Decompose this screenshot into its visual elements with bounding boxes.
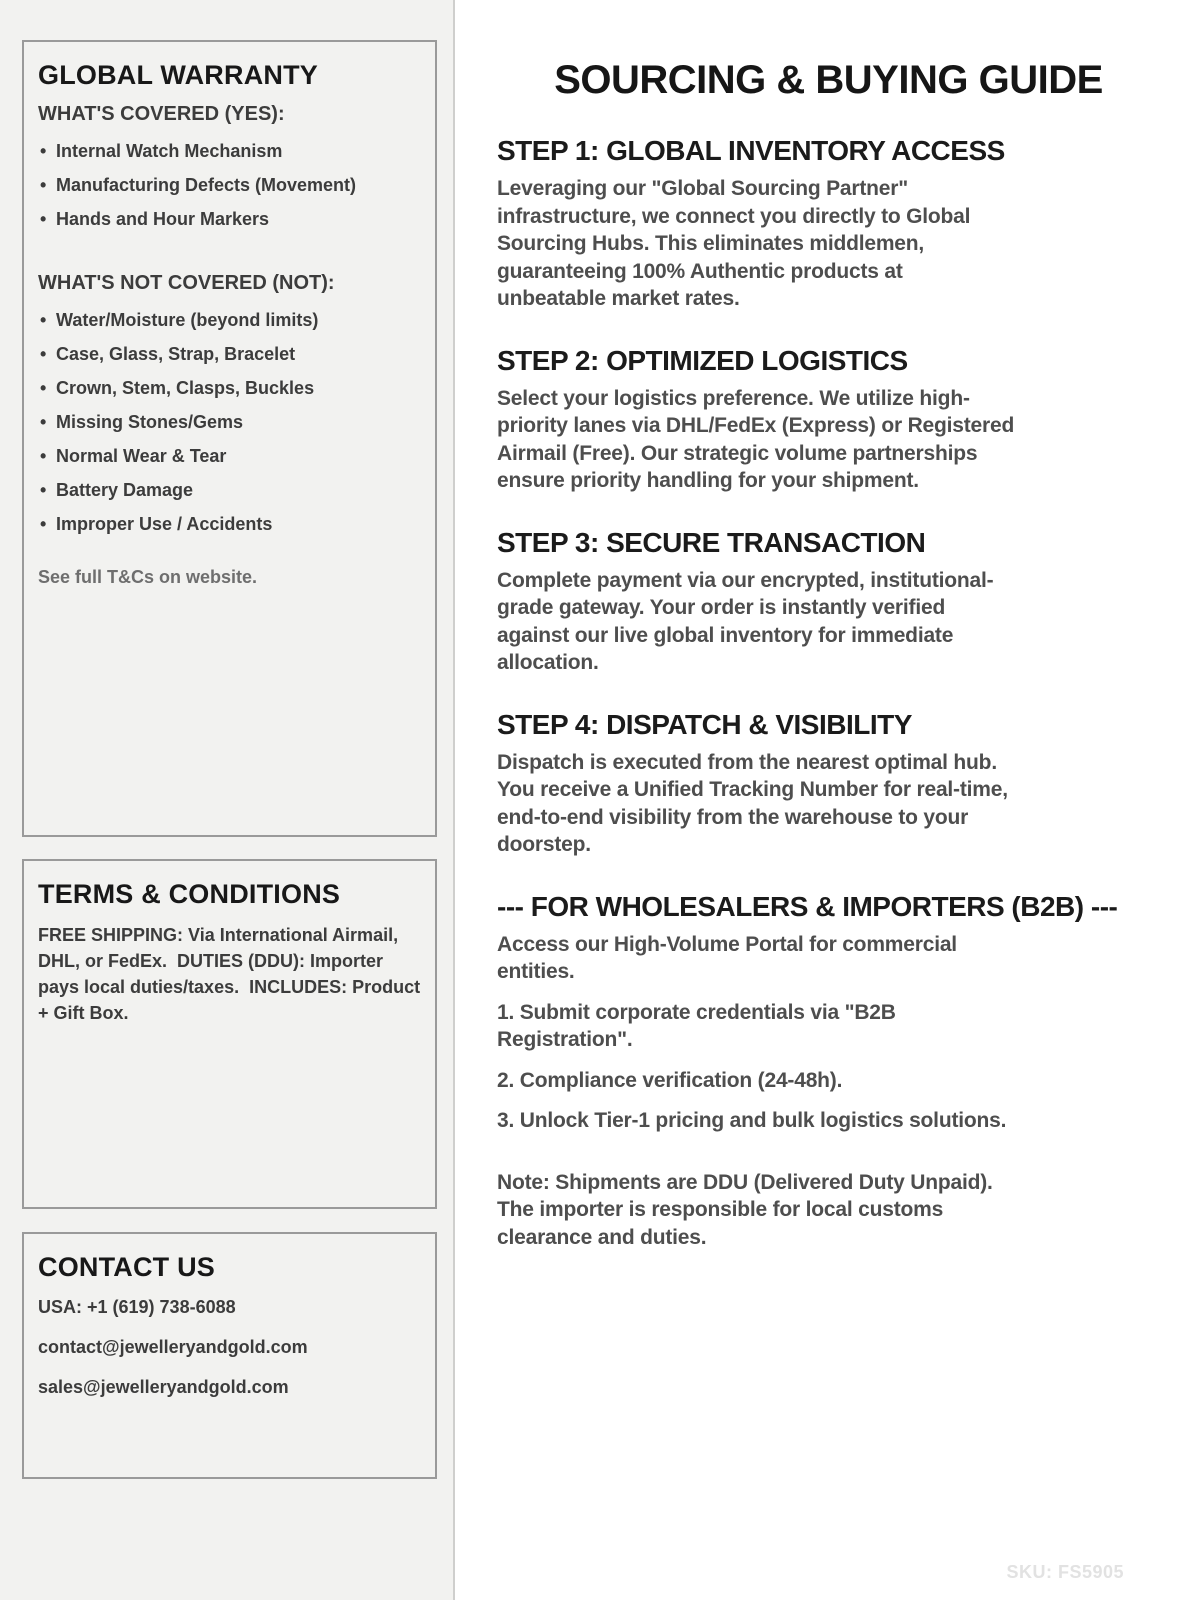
- step-1-section: [497, 135, 1017, 313]
- step-3-heading: STEP 3: SECURE TRANSACTION: [497, 526, 926, 558]
- step-2-section: [497, 345, 1017, 495]
- list-item: • Internal Watch Mechanism: [38, 134, 421, 168]
- sourcing-guide-panel: [457, 0, 1200, 1600]
- list-item: • Missing Stones/Gems: [38, 405, 421, 439]
- page-title: SOURCING & BUYING GUIDE: [554, 58, 1103, 102]
- contact-phone: USA: +1 (619) 738-6088: [38, 1297, 236, 1317]
- contact-email: contact@jewelleryandgold.com: [38, 1337, 308, 1357]
- b2b-step-3: 3. Unlock Tier-1 pricing and bulk logistics solutions.: [497, 1109, 1007, 1132]
- step-2-paragraph: Select your logistics preference. We utilize high-priority lanes via DHL/FedEx (Express) or Registered Airmail (Free). Our strategic volume partnerships ensure priority handling for your shipment.: [497, 386, 1015, 492]
- b2b-step-1: 1. Submit corporate credentials via "B2B Registration".: [497, 1000, 896, 1051]
- list-item: • Manufacturing Defects (Movement): [38, 168, 421, 202]
- step-4-paragraph: Dispatch is executed from the nearest optimal hub. You receive a Unified Tracking Number for real-time, end-to-end visibility from the warehouse to your doorstep.: [497, 750, 1008, 856]
- step-1-heading: STEP 1: GLOBAL INVENTORY ACCESS: [497, 135, 1005, 166]
- list-item: • Crown, Stem, Clasps, Buckles: [38, 371, 421, 405]
- not-covered-list: [38, 303, 421, 541]
- terms-conditions-box: [22, 859, 437, 1209]
- contact-us-box: [22, 1232, 437, 1479]
- ddu-note: Note: Shipments are DDU (Delivered Duty Unpaid). The importer is responsible for local customs clearance and duties.: [497, 1170, 993, 1249]
- step-3-paragraph: Complete payment via our encrypted, institutional-grade gateway. Your order is instantly verified against our live global inventory for immediate allocation.: [497, 568, 994, 674]
- step-3-section: [497, 527, 1017, 677]
- list-item: • Improper Use / Accidents: [38, 507, 421, 541]
- sku-label: SKU: FS5905: [1006, 1562, 1124, 1582]
- step-2-heading: STEP 2: OPTIMIZED LOGISTICS: [497, 344, 908, 376]
- list-item: • Water/Moisture (beyond limits): [38, 303, 421, 337]
- warranty-footnote: See full T&Cs on website.: [38, 567, 258, 587]
- warranty-title: GLOBAL WARRANTY: [38, 60, 318, 90]
- list-item: • Case, Glass, Strap, Bracelet: [38, 337, 421, 371]
- contact-sales-email: sales@jewelleryandgold.com: [38, 1377, 289, 1397]
- not-covered-heading: WHAT'S NOT COVERED (NOT):: [38, 272, 335, 294]
- list-item: • Battery Damage: [38, 473, 421, 507]
- b2b-heading: --- FOR WHOLESALERS & IMPORTERS (B2B) ---: [497, 890, 1118, 922]
- covered-list: [38, 134, 421, 236]
- terms-body: FREE SHIPPING: Via International Airmail, DHL, or FedEx. DUTIES (DDU): Importer pays local duties/taxes. INCLUDES: Product + Gift Box.: [38, 925, 426, 1023]
- covered-heading: WHAT'S COVERED (YES):: [38, 103, 285, 125]
- step-4-heading: STEP 4: DISPATCH & VISIBILITY: [497, 708, 912, 740]
- b2b-paragraph: Access our High-Volume Portal for commercial entities.: [497, 932, 957, 983]
- global-warranty-box: [22, 40, 437, 837]
- guide-content: [497, 135, 1118, 1251]
- b2b-step-2: 2. Compliance verification (24-48h).: [497, 1068, 843, 1092]
- step-1-paragraph: Leveraging our "Global Sourcing Partner" infrastructure, we connect you directly to Global Sourcing Hubs. This eliminates middlemen, guaranteeing 100% Authentic products at unbeatable market rates.: [497, 177, 971, 310]
- list-item: • Normal Wear & Tear: [38, 439, 421, 473]
- step-4-section: [497, 709, 1017, 859]
- terms-title: TERMS & CONDITIONS: [38, 879, 341, 909]
- info-sidebar: [0, 0, 455, 1600]
- list-item: • Hands and Hour Markers: [38, 202, 421, 236]
- contact-title: CONTACT US: [38, 1252, 215, 1282]
- b2b-section: [497, 890, 1118, 1252]
